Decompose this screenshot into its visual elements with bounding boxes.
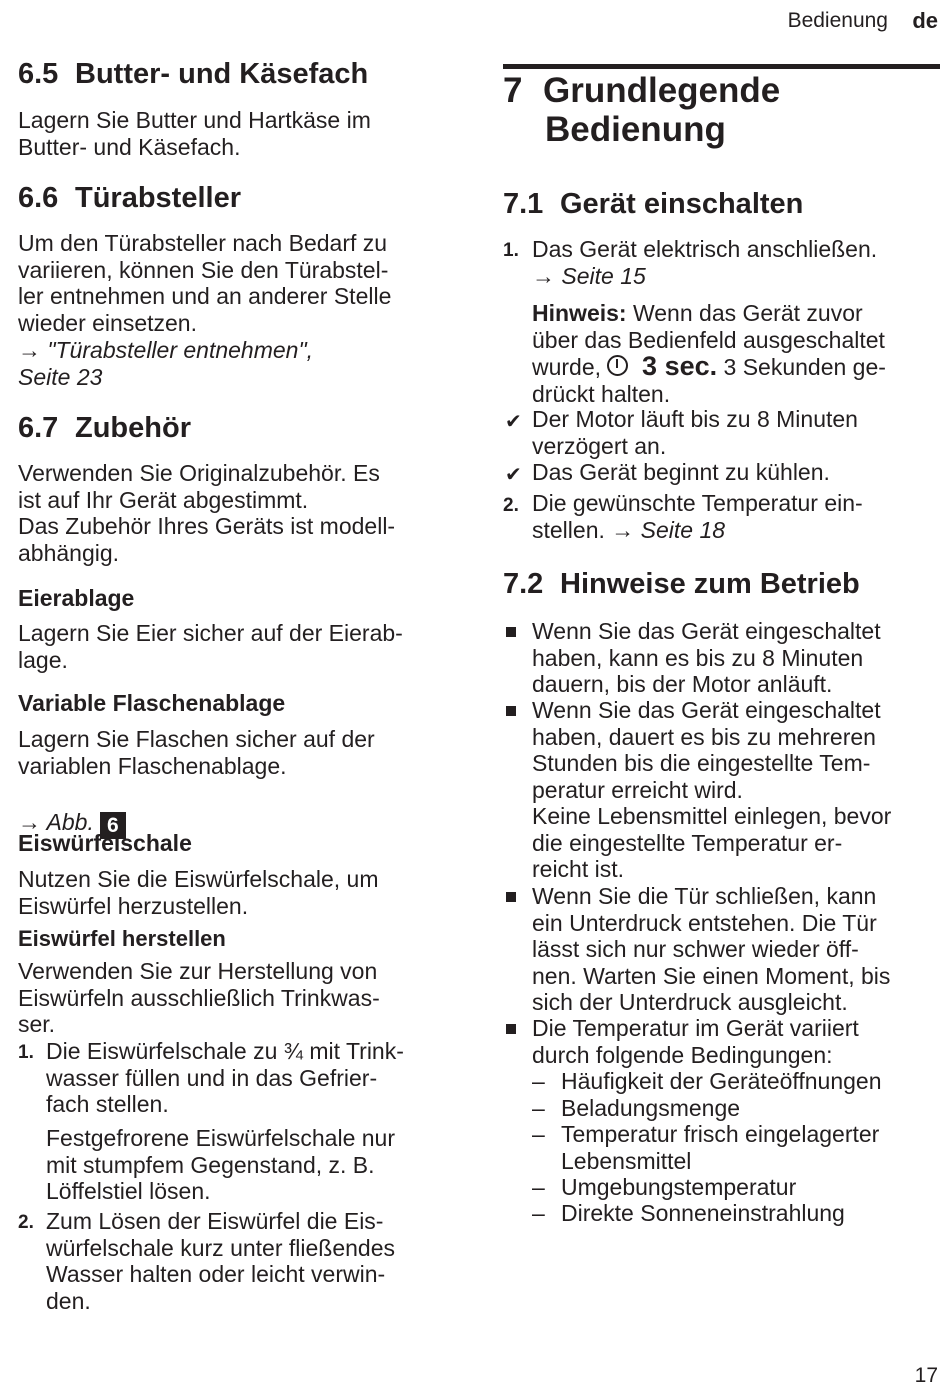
heading-7-2: 7.2 Hinweise zum Betrieb: [503, 568, 860, 600]
heading-7-1: 7.1 Gerät einschalten: [503, 188, 804, 220]
condition-5: Direkte Sonneneinstrahlung: [561, 1200, 845, 1226]
bullet-square: [506, 706, 516, 716]
paragraph-eiswuerfel-herstellen: Verwenden Sie zur Herstellung von Eiswürfeln ausschließlich Trinkwas- ser.: [18, 958, 380, 1037]
condition-2: Beladungsmenge: [561, 1095, 741, 1121]
result-motor: Der Motor läuft bis zu 8 Minuten verzögert an.: [532, 406, 858, 459]
bullet-3-text: Wenn Sie die Tür schließen, kann ein Unterdruck entstehen. Die Tür lässt sich nur schwer wieder öff- nen. Warten Sie einen Moment, bis sich der Unterdruck ausgleicht.: [532, 883, 891, 1015]
check-icon: ✔: [505, 464, 522, 486]
cross-reference-seite-18[interactable]: → Seite 18: [611, 516, 726, 543]
subheading-eiswuerfelschale: Eiswürfelschale: [18, 830, 192, 856]
step-number-1: 1.: [503, 240, 519, 261]
subheading-eiswuerfel-herstellen: Eiswürfel herstellen: [18, 926, 226, 951]
bullet-4-text: Die Temperatur im Gerät variiert durch folgende Bedingungen:: [532, 1015, 859, 1068]
subheading-flaschenablage: Variable Flaschenablage: [18, 690, 286, 716]
step-number-2: 2.: [503, 495, 519, 516]
header-section-title: Bedienung: [787, 9, 888, 32]
figure-number-badge: 6: [100, 812, 126, 839]
hold-duration: 3 sec.: [642, 351, 718, 381]
dash-marker: –: [532, 1200, 545, 1226]
result-cooling: Das Gerät beginnt zu kühlen.: [532, 459, 830, 485]
step-1-note: Festgefrorene Eiswürfelschale nur mit stumpfem Gegenstand, z. B. Löffelstiel lösen.: [46, 1125, 395, 1204]
step-2-text: Die gewünschte Temperatur ein- stellen. → Seite 18: [532, 490, 863, 543]
step-1-text: Die Eiswürfelschale zu ¾ mit Trink- wasser füllen und in das Gefrier- fach stellen.: [46, 1038, 404, 1117]
condition-1: Häufigkeit der Geräteöffnungen: [561, 1068, 882, 1094]
figure-reference[interactable]: → Abb. 6: [18, 782, 126, 839]
bullet-square: [506, 627, 516, 637]
heading-6-5: 6.5 Butter- und Käsefach: [18, 58, 369, 90]
cross-reference-seite-15[interactable]: → Seite 15: [532, 263, 646, 289]
bullet-square: [506, 1024, 516, 1034]
subheading-eierablage: Eierablage: [18, 585, 135, 611]
condition-3: Temperatur frisch eingelagerter Lebensmittel: [561, 1121, 880, 1174]
dash-marker: –: [532, 1068, 545, 1094]
chapter-title: 7 Grundlegende Bedienung: [503, 71, 781, 149]
cross-reference-tuerabsteller[interactable]: → "Türabsteller entnehmen", Seite 23: [18, 337, 314, 390]
dash-marker: –: [532, 1095, 545, 1121]
step-1-text: Das Gerät elektrisch anschließen.: [532, 236, 878, 262]
step-number-2: 2.: [18, 1212, 34, 1233]
step-2-text: Zum Lösen der Eiswürfel die Eis- würfelschale kurz unter fließendes Wasser halten oder leicht verwin- den.: [46, 1208, 395, 1314]
step-number-1: 1.: [18, 1042, 34, 1063]
paragraph-zubehoer: Verwenden Sie Originalzubehör. Es ist auf Ihr Gerät abgestimmt. Das Zubehör Ihres Geräts ist modell- abhängig.: [18, 460, 396, 566]
power-icon: [607, 355, 628, 376]
header-language: de: [912, 8, 938, 33]
hint-label: Hinweis:: [532, 300, 627, 326]
heading-6-7: 6.7 Zubehör: [18, 412, 191, 444]
bullet-2-text: Wenn Sie das Gerät eingeschaltet haben, dauert es bis zu mehreren Stunden bis die eingestellte Tem- peratur erreicht wird. Keine Lebensmittel einlegen, bevor die eingestellte Temperatur er- reicht ist.: [532, 697, 892, 882]
paragraph-eierablage: Lagern Sie Eier sicher auf der Eierab- lage.: [18, 620, 403, 673]
heading-6-6: 6.6 Türabsteller: [18, 182, 241, 214]
check-icon: ✔: [505, 411, 522, 433]
dash-marker: –: [532, 1174, 545, 1200]
paragraph-flaschenablage: Lagern Sie Flaschen sicher auf der variablen Flaschenablage.: [18, 726, 375, 779]
paragraph-eiswuerfelschale: Nutzen Sie die Eiswürfelschale, um Eiswürfel herzustellen.: [18, 866, 379, 919]
paragraph-tuerabsteller: Um den Türabsteller nach Bedarf zu variieren, können Sie den Türabstel- ler entnehmen und an anderer Stelle wieder einsetzen.: [18, 230, 392, 336]
bullet-1-text: Wenn Sie das Gerät eingeschaltet haben, kann es bis zu 8 Minuten dauern, bis der Motor anläuft.: [532, 618, 881, 697]
paragraph-butter: Lagern Sie Butter und Hartkäse im Butter- und Käsefach.: [18, 107, 371, 160]
condition-4: Umgebungstemperatur: [561, 1174, 797, 1200]
hint-block: Hinweis: Wenn das Gerät zuvor über das Bedienfeld ausgeschaltet wurde, 3 sec. 3 Sekunden ge- drückt halten.: [532, 300, 886, 407]
running-header: [0, 7, 950, 37]
chapter-rule: [503, 64, 940, 69]
page-number: 17: [914, 1364, 938, 1387]
dash-marker: –: [532, 1121, 545, 1147]
bullet-square: [506, 892, 516, 902]
